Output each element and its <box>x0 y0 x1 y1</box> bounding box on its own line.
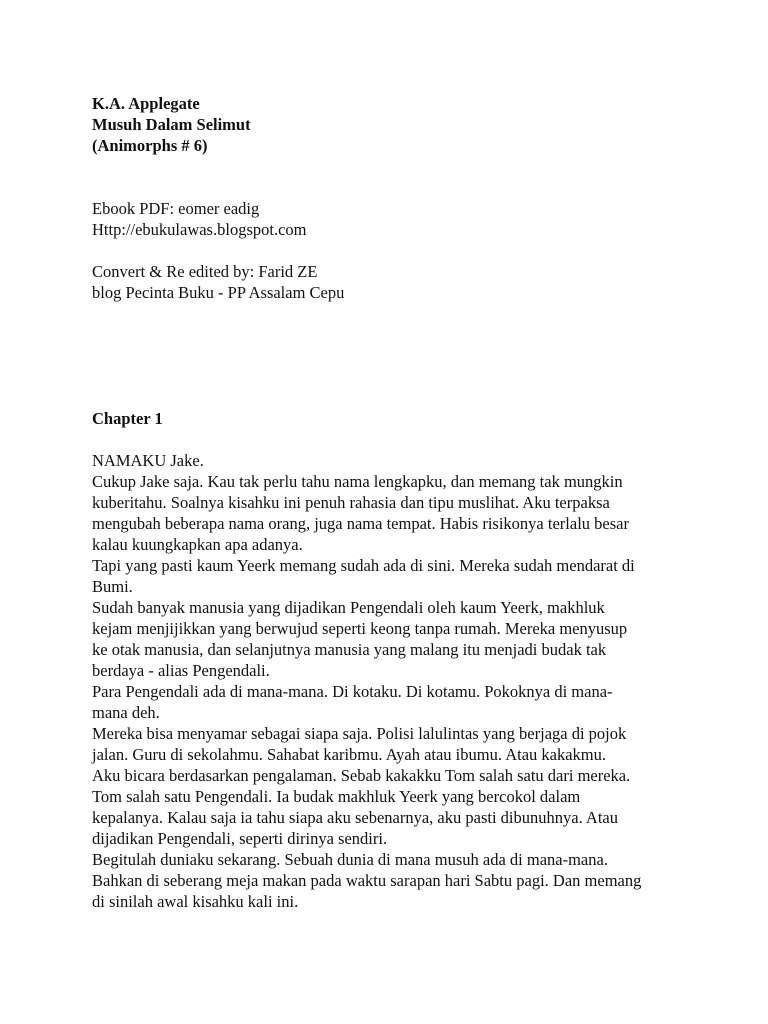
series-label: (Animorphs # 6) <box>92 136 208 155</box>
chapter-text-line: jalan. Guru di sekolahmu. Sahabat karibmu. Ayah atau ibumu. Atau kakakmu. <box>92 745 606 764</box>
title-block <box>92 93 692 156</box>
chapter-text-line: kalau kuungkapkan apa adanya. <box>92 535 303 554</box>
spacer <box>92 240 692 261</box>
chapter-text-line: ke otak manusia, dan selanjutnya manusia yang malang itu menjadi budak tak <box>92 640 607 659</box>
chapter-text-line: kepalanya. Kalau saja ia tahu siapa aku sebenarnya, aku pasti dibunuhnya. Atau <box>92 808 618 827</box>
chapter-text-line: Tom salah satu Pengendali. Ia budak makhluk Yeerk yang bercokol dalam <box>92 787 581 806</box>
chapter-body <box>92 450 692 912</box>
spacer <box>92 156 692 198</box>
chapter-text-line: NAMAKU Jake. <box>92 451 204 470</box>
chapter-text-line: Bahkan di seberang meja makan pada waktu sarapan hari Sabtu pagi. Dan memang <box>92 871 642 890</box>
chapter-text-line: dijadikan Pengendali, seperti dirinya sendiri. <box>92 829 388 848</box>
ebook-credit: Ebook PDF: eomer eadig <box>92 199 260 218</box>
chapter-text-line: mengubah beberapa nama orang, juga nama tempat. Habis risikonya terlalu besar <box>92 514 629 533</box>
spacer <box>92 303 692 408</box>
chapter-text-line: Sudah banyak manusia yang dijadikan Pengendali oleh kaum Yeerk, makhluk <box>92 598 605 617</box>
chapter-text-line: mana deh. <box>92 703 160 722</box>
chapter-text-line: Cukup Jake saja. Kau tak perlu tahu nama lengkapku, dan memang tak mungkin <box>92 472 623 491</box>
chapter-text-line: Aku bicara berdasarkan pengalaman. Sebab kakakku Tom salah satu dari mereka. <box>92 766 631 785</box>
chapter-text-line: Bumi. <box>92 577 133 596</box>
chapter-text-line: di sinilah awal kisahku kali ini. <box>92 892 299 911</box>
chapter-text-line: Para Pengendali ada di mana-mana. Di kotaku. Di kotamu. Pokoknya di mana- <box>92 682 613 701</box>
chapter-heading: Chapter 1 <box>92 409 163 428</box>
book-title: Musuh Dalam Selimut <box>92 115 251 134</box>
chapter-text-line: kejam menjijikkan yang berwujud seperti keong tanpa rumah. Mereka menyusup <box>92 619 628 638</box>
chapter-text-line: Begitulah duniaku sekarang. Sebuah dunia di mana musuh ada di mana-mana. <box>92 850 608 869</box>
chapter-text-line: kuberitahu. Soalnya kisahku ini penuh rahasia dan tipu muslihat. Aku terpaksa <box>92 493 610 512</box>
chapter-text-line: berdaya - alias Pengendali. <box>92 661 270 680</box>
chapter-text-line: Mereka bisa menyamar sebagai siapa saja. Polisi lalulintas yang berjaga di pojok <box>92 724 627 743</box>
spacer <box>92 429 692 450</box>
credits-block <box>92 198 692 303</box>
author-name: K.A. Applegate <box>92 94 200 113</box>
source-url: Http://ebukulawas.blogspot.com <box>92 220 307 239</box>
blog-credit: blog Pecinta Buku - PP Assalam Cepu <box>92 283 345 302</box>
chapter-text-line: Tapi yang pasti kaum Yeerk memang sudah ada di sini. Mereka sudah mendarat di <box>92 556 635 575</box>
document-page <box>92 93 692 912</box>
convert-credit: Convert & Re edited by: Farid ZE <box>92 262 318 281</box>
